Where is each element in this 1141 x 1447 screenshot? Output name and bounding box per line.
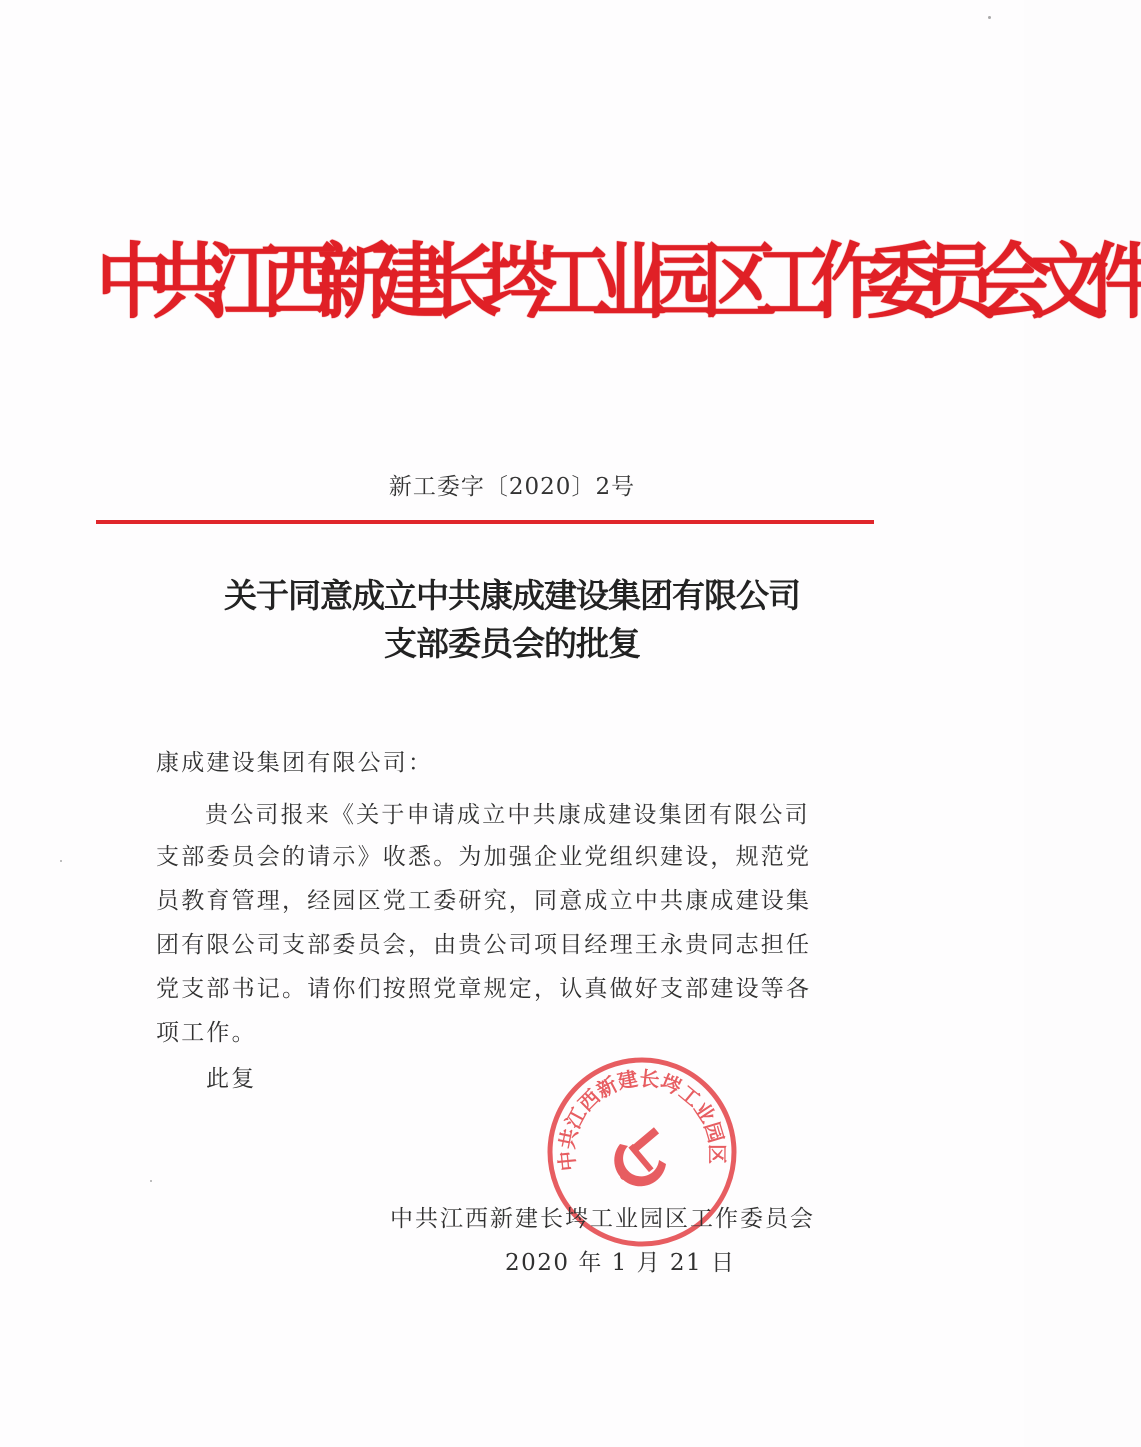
body-line: 员教育管理，经园区党工委研究，同意成立中共康成建设集	[156, 888, 812, 914]
body-line: 支部委员会的请示》收悉。为加强企业党组织建设，规范党	[156, 844, 812, 870]
issue-date: 2020 年 1 月 21 日	[505, 1250, 736, 1276]
body-line: 贵公司报来《关于申请成立中共康成建设集团有限公司	[205, 802, 810, 828]
scan-speck	[150, 1180, 152, 1182]
main-title-line-2: 支部委员会的批复	[384, 624, 640, 663]
signatory-organization: 中共江西新建长埁工业园区工作委员会	[390, 1206, 815, 1232]
scan-speck	[60, 860, 62, 862]
document-number: 新工委字〔2020〕2号	[388, 474, 636, 500]
seal-text: 中共江西新建长埁工业园区	[554, 1066, 730, 1173]
main-title-line-1: 关于同意成立中共康成建设集团有限公司	[224, 576, 800, 615]
addressee: 康成建设集团有限公司：	[156, 750, 434, 776]
document-header-title: 中共江西新建长埁工业园区工作委员会文件	[96, 233, 1141, 330]
body-line: 项工作。	[156, 1020, 257, 1046]
body-line: 党支部书记。请你们按照党章规定，认真做好支部建设等各	[156, 976, 812, 1002]
body-line: 团有限公司支部委员会，由贵公司项目经理王永贵同志担任	[156, 932, 812, 958]
scan-speck	[988, 16, 991, 19]
red-divider-line	[96, 520, 874, 524]
closing-remark: 此复	[206, 1066, 257, 1092]
hammer-sickle-icon	[614, 1127, 666, 1186]
